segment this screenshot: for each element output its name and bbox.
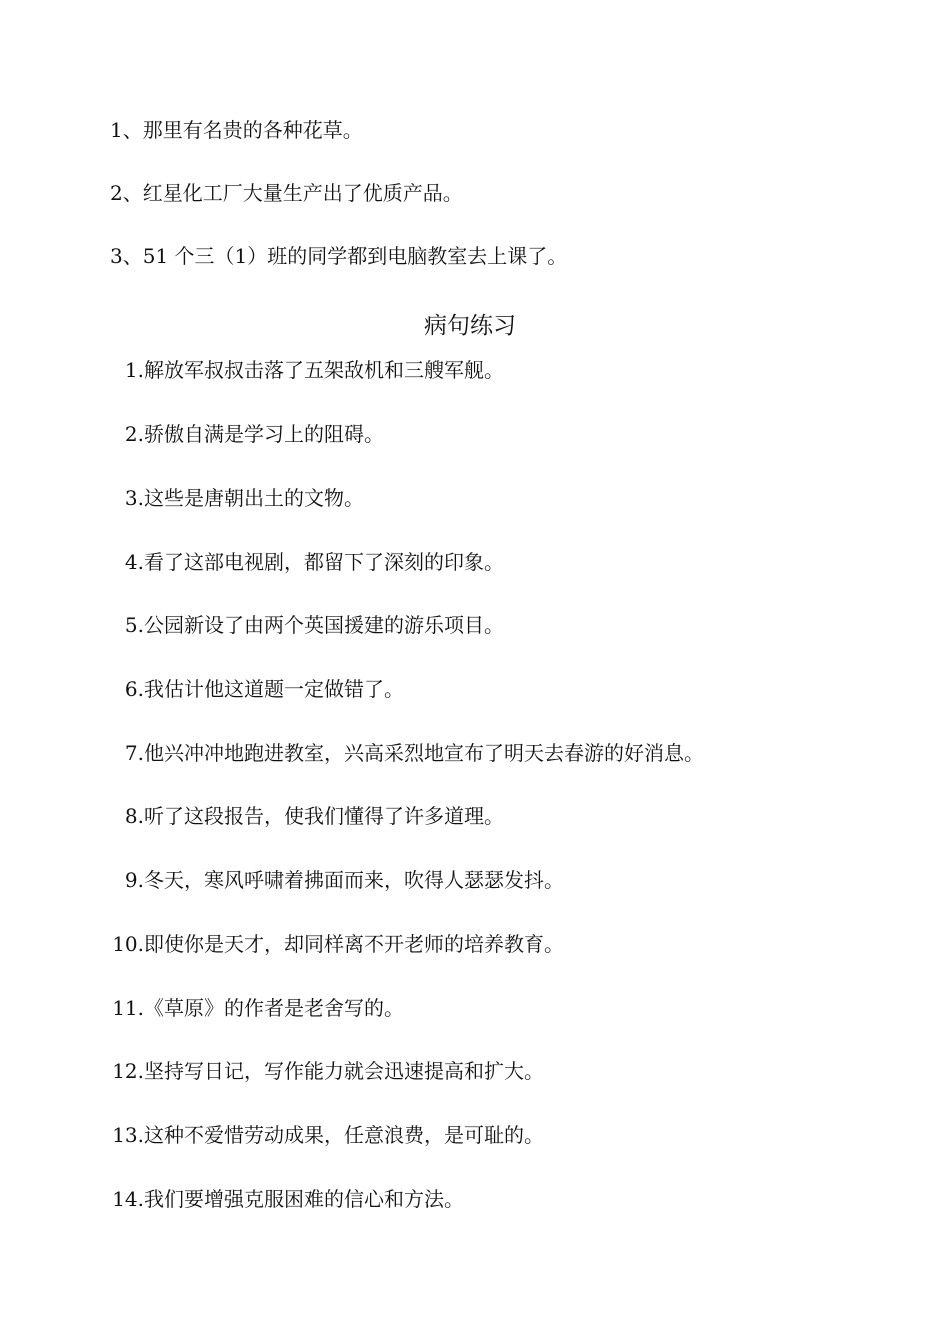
exercise-item-14 bbox=[110, 1186, 464, 1212]
exercise-number: 6. bbox=[124, 677, 144, 701]
exercise-number: 10. bbox=[112, 932, 144, 956]
intro-item-2: 2、红星化工厂大量生产出了优质产品。 bbox=[110, 181, 463, 205]
exercise-item-3 bbox=[110, 485, 364, 511]
intro-item-3: 3、51 个三（1）班的同学都到电脑教室去上课了。 bbox=[110, 244, 568, 268]
exercise-text: 这种不爱惜劳动成果，任意浪费，是可耻的。 bbox=[144, 1123, 544, 1147]
exercise-item-13 bbox=[110, 1122, 544, 1148]
exercise-text: 骄傲自满是学习上的阻碍。 bbox=[144, 422, 384, 446]
exercise-text: 公园新设了由两个英国援建的游乐项目。 bbox=[144, 613, 504, 637]
exercise-text: 解放军叔叔击落了五架敌机和三艘军舰。 bbox=[144, 358, 504, 382]
exercise-text: 《草原》的作者是老舍写的。 bbox=[144, 996, 404, 1020]
exercise-number: 4. bbox=[124, 550, 144, 574]
exercise-number: 5. bbox=[124, 613, 144, 637]
exercise-text: 即使你是天才，却同样离不开老师的培养教育。 bbox=[144, 932, 564, 956]
exercise-number: 2. bbox=[124, 422, 144, 446]
exercise-number: 1. bbox=[124, 358, 144, 382]
intro-item-1: 1、那里有名贵的各种花草。 bbox=[110, 118, 363, 142]
exercise-text: 我们要增强克服困难的信心和方法。 bbox=[144, 1187, 464, 1211]
exercise-text: 听了这段报告，使我们懂得了许多道理。 bbox=[144, 804, 504, 828]
exercise-item-8 bbox=[110, 803, 504, 829]
exercise-item-11 bbox=[110, 995, 404, 1021]
exercise-number: 7. bbox=[124, 741, 144, 765]
exercise-number: 12. bbox=[112, 1059, 144, 1083]
exercise-number: 9. bbox=[124, 868, 144, 892]
exercise-item-10 bbox=[110, 931, 564, 957]
section-title: 病句练习 bbox=[424, 313, 516, 339]
exercise-text: 看了这部电视剧，都留下了深刻的印象。 bbox=[144, 550, 504, 574]
exercise-item-2 bbox=[110, 421, 384, 447]
exercise-number: 3. bbox=[124, 486, 144, 510]
exercise-number: 13. bbox=[112, 1123, 144, 1147]
exercise-item-4 bbox=[110, 549, 504, 575]
exercise-text: 这些是唐朝出土的文物。 bbox=[144, 486, 364, 510]
exercise-number: 14. bbox=[112, 1187, 144, 1211]
exercise-item-5 bbox=[110, 612, 504, 638]
exercise-item-1 bbox=[110, 357, 504, 383]
exercise-item-6 bbox=[110, 676, 404, 702]
exercise-item-12 bbox=[110, 1058, 544, 1084]
exercise-text: 冬天，寒风呼啸着拂面而来，吹得人瑟瑟发抖。 bbox=[144, 868, 564, 892]
exercise-item-9 bbox=[110, 867, 564, 893]
exercise-number: 11. bbox=[112, 996, 144, 1020]
exercise-text: 我估计他这道题一定做错了。 bbox=[144, 677, 404, 701]
exercise-text: 坚持写日记，写作能力就会迅速提高和扩大。 bbox=[144, 1059, 544, 1083]
exercise-number: 8. bbox=[124, 804, 144, 828]
exercise-text: 他兴冲冲地跑进教室，兴高采烈地宣布了明天去春游的好消息。 bbox=[144, 741, 704, 765]
exercise-item-7 bbox=[110, 740, 704, 766]
